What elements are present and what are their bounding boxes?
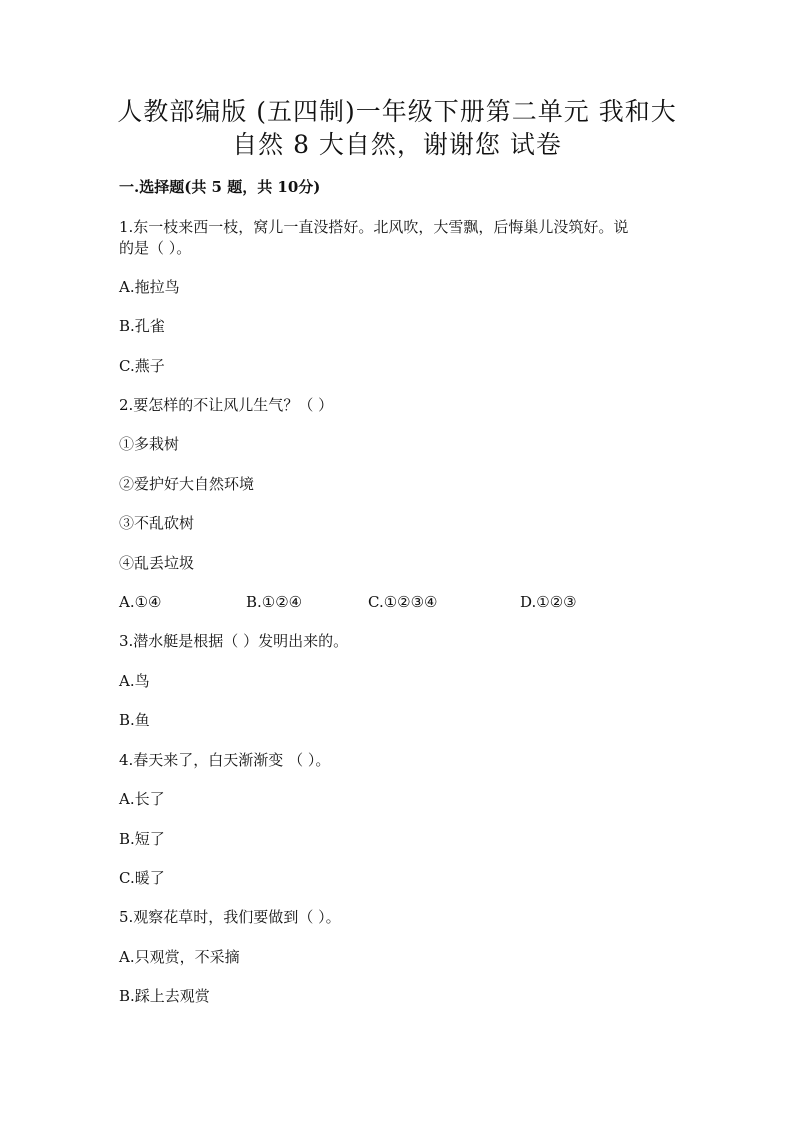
page-title-line-2: 自然 8 大自然，谢谢您 试卷 [232, 130, 562, 159]
question-5-option-a: A.只观赏，不采摘 [119, 948, 240, 966]
question-2-option-b: B.①②④ [246, 593, 303, 611]
question-2-statement-1: ①多栽树 [119, 435, 180, 453]
question-4-option-a: A.长了 [119, 790, 165, 808]
question-2-stem: 2.要怎样的不让风儿生气？（ ） [119, 396, 334, 414]
section-heading: 一.选择题(共 5 题，共 10分) [119, 178, 321, 196]
question-2-option-c: C.①②③④ [368, 593, 438, 611]
question-4-option-b: B.短了 [119, 830, 165, 848]
question-1-stem-line-1: 1.东一枝来西一枝，窝儿一直没搭好。北风吹，大雪飘，后悔巢儿没筑好。说 [119, 218, 629, 236]
question-1-stem-line-2: 的是（ ）。 [119, 239, 192, 257]
question-2-statement-2: ②爱护好大自然环境 [119, 475, 255, 493]
question-5-option-b: B.踩上去观赏 [119, 987, 210, 1005]
question-1-option-a: A.拖拉鸟 [119, 278, 180, 296]
question-5-stem: 5.观察花草时，我们要做到（ ）。 [119, 908, 341, 926]
question-3-option-a: A.鸟 [119, 672, 150, 690]
page-title-line-1: 人教部编版 (五四制)一年级下册第二单元 我和大 [117, 97, 677, 126]
question-3-stem: 3.潜水艇是根据（ ）发明出来的。 [119, 632, 349, 650]
question-4-option-c: C.暖了 [119, 869, 165, 887]
question-2-statement-3: ③不乱砍树 [119, 514, 195, 532]
question-1-option-c: C.燕子 [119, 357, 165, 375]
question-3-option-b: B.鱼 [119, 711, 150, 729]
question-2-option-d: D.①②③ [520, 593, 577, 611]
question-4-stem: 4.春天来了，白天渐渐变 （ ）。 [119, 751, 331, 769]
question-2-option-a: A.①④ [119, 593, 162, 611]
question-1-option-b: B.孔雀 [119, 317, 165, 335]
question-2-statement-4: ④乱丢垃圾 [119, 554, 195, 572]
